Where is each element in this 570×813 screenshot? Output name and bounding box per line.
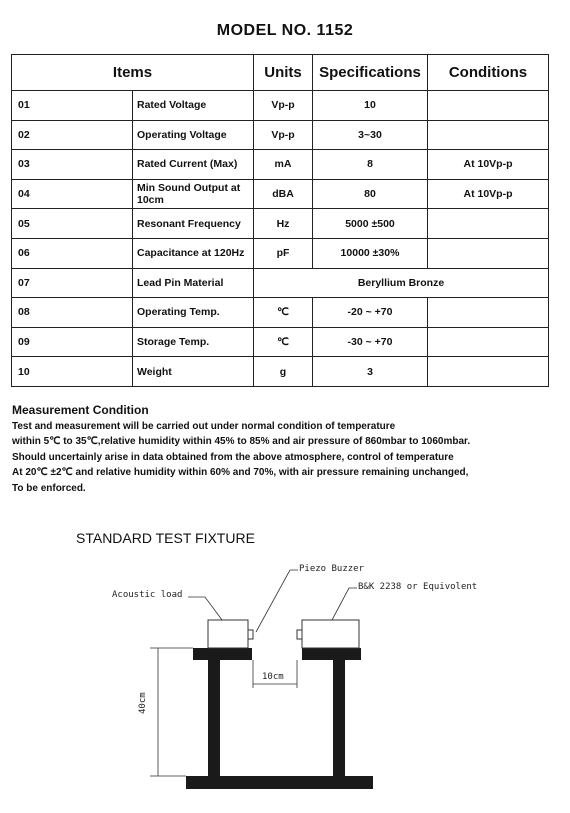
row-unit: ℃ [254, 298, 313, 328]
left-stand-top [193, 648, 252, 660]
measurement-heading: Measurement Condition [12, 403, 149, 417]
row-unit: ℃ [254, 327, 313, 357]
measurement-line: Should uncertainly arise in data obtained from the above atmosphere, control of temperature [12, 451, 454, 463]
row-spec: 3 [313, 357, 428, 387]
left-stand-leg [208, 660, 220, 778]
right-stand-top [302, 648, 361, 660]
row-item: Lead Pin Material [133, 268, 254, 298]
row-unit: Vp-p [254, 120, 313, 150]
row-item: Resonant Frequency [133, 209, 254, 239]
row-unit: g [254, 357, 313, 387]
row-unit: Hz [254, 209, 313, 239]
row-unit: pF [254, 238, 313, 268]
piezo-buzzer [248, 630, 253, 639]
fixture-base [186, 776, 373, 789]
row-unit: dBA [254, 179, 313, 209]
model-title: MODEL NO. 1152 [216, 22, 354, 39]
bk-microphone [297, 630, 302, 639]
row-spec: 10000 ±30% [313, 238, 428, 268]
header-conditions: Conditions [428, 55, 549, 91]
piezo-buzzer-label: Piezo Buzzer [299, 564, 365, 574]
row-item: Operating Temp. [133, 298, 254, 328]
row-spec: 5000 ±500 [313, 209, 428, 239]
row-item: Weight [133, 357, 254, 387]
measurement-line: within 5℃ to 35℃,relative humidity within 45% to 85% and air pressure of 860mbar to 1060mbar. [12, 436, 471, 448]
row-number: 02 [12, 120, 133, 150]
row-number: 05 [12, 209, 133, 239]
row-item: Rated Current (Max) [133, 150, 254, 180]
distance-label: 10cm [262, 672, 284, 682]
acoustic-load-leader [188, 597, 222, 620]
right-stand-leg [333, 660, 345, 778]
row-condition: At 10Vp-p [428, 150, 549, 180]
bk-leader [332, 588, 357, 620]
row-spec: 10 [313, 91, 428, 121]
row-number: 07 [12, 268, 133, 298]
row-spec: -20 ~ +70 [313, 298, 428, 328]
measurement-line: To be enforced. [12, 482, 86, 494]
height-label: 40cm [138, 692, 148, 714]
row-condition: At 10Vp-p [428, 179, 549, 209]
header-units: Units [254, 55, 313, 91]
header-items: Items [12, 55, 254, 91]
row-unit: mA [254, 150, 313, 180]
row-spec: -30 ~ +70 [313, 327, 428, 357]
row-number: 10 [12, 357, 133, 387]
row-number: 06 [12, 238, 133, 268]
acoustic-load-box [208, 620, 248, 648]
row-item: Rated Voltage [133, 91, 254, 121]
row-number: 08 [12, 298, 133, 328]
measurement-line: At 20℃ ±2℃ and relative humidity within 60% and 70%, with air pressure remaining unchanged, [12, 467, 469, 479]
bk-label: B&K 2238 or Equivolent [358, 582, 478, 592]
fixture-title: STANDARD TEST FIXTURE [76, 530, 255, 546]
row-item: Capacitance at 120Hz [133, 238, 254, 268]
row-item: Storage Temp. [133, 327, 254, 357]
row-merged-spec: Beryllium Bronze [254, 268, 549, 298]
bk-meter-box [302, 620, 359, 648]
header-specifications: Specifications [313, 55, 428, 91]
row-spec: 8 [313, 150, 428, 180]
row-spec: 80 [313, 179, 428, 209]
measurement-line: Test and measurement will be carried out under normal condition of temperature [12, 420, 396, 432]
row-spec: 3~30 [313, 120, 428, 150]
row-number: 01 [12, 91, 133, 121]
row-item: Min Sound Output at 10cm [133, 179, 254, 209]
row-unit: Vp-p [254, 91, 313, 121]
row-item: Operating Voltage [133, 120, 254, 150]
row-number: 04 [12, 179, 133, 209]
piezo-leader [256, 570, 298, 632]
acoustic-load-label: Acoustic load [112, 590, 183, 600]
row-number: 09 [12, 327, 133, 357]
row-number: 03 [12, 150, 133, 180]
